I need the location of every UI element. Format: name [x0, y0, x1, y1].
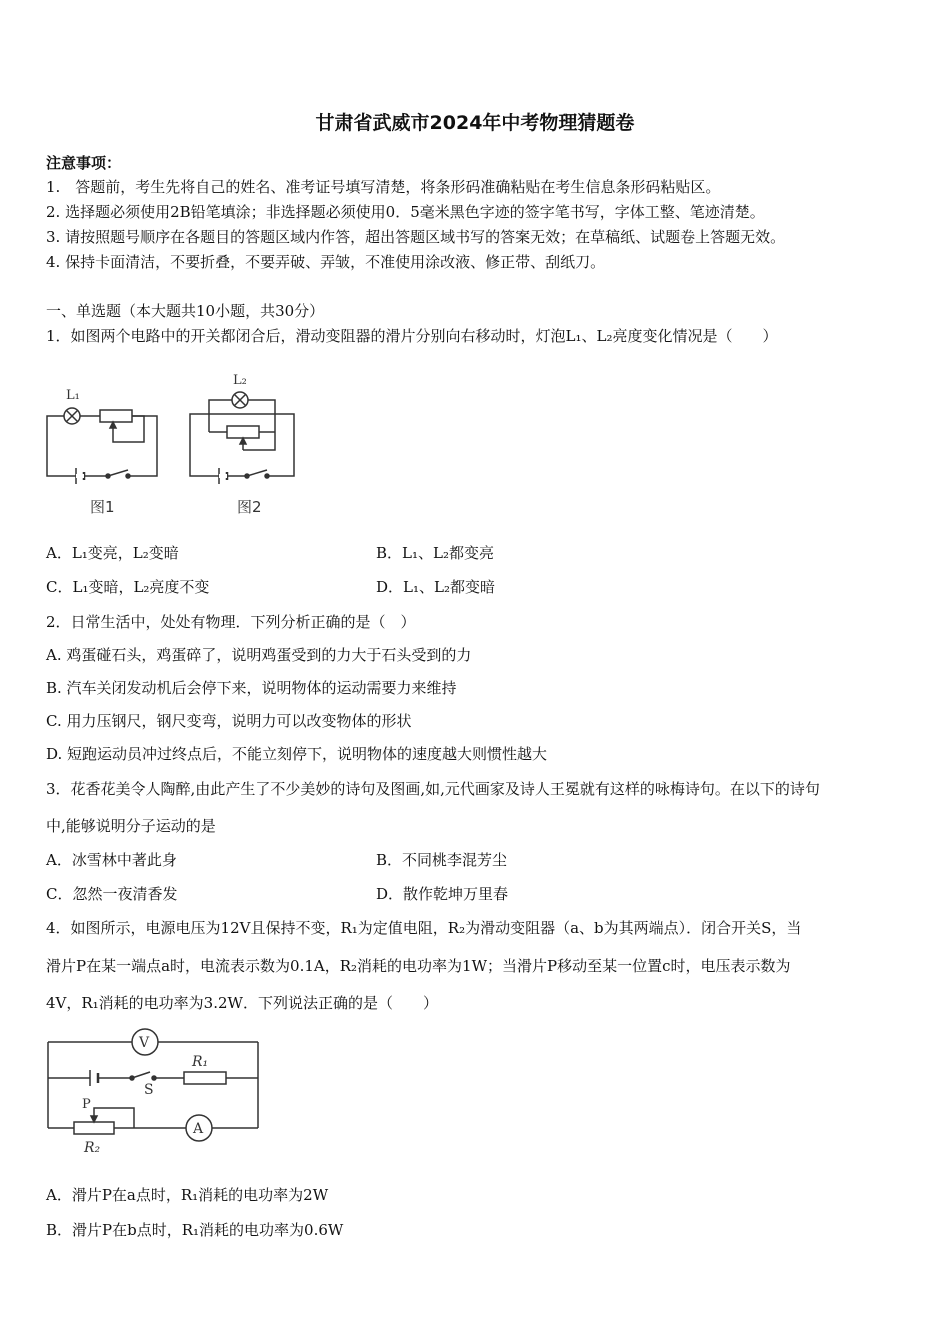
q1-option-c: C．L₁变暗，L₂亮度不变 — [46, 578, 210, 596]
q3-option-d: D．散作乾坤万里春 — [376, 885, 509, 903]
notice-heading: 注意事项： — [46, 154, 122, 172]
notice-item: 1. 答题前，考生先将自己的姓名、准考证号填写清楚，将条形码准确粘贴在考生信息条形码粘贴区。 — [46, 178, 721, 196]
q4-stem: 4V，R₁消耗的电功率为3.2W．下列说法正确的是（ ） — [46, 994, 438, 1012]
q1-figure-1 — [40, 372, 170, 522]
q3-option-b: B．不同桃李混芳尘 — [376, 851, 508, 869]
q3-stem: 3．花香花美令人陶醉,由此产生了不少美妙的诗句及图画,如,元代画家及诗人王冕就有这样的咏梅诗句。在以下的诗句 — [46, 780, 820, 798]
section-heading: 一、单选题（本大题共10小题，共30分） — [46, 302, 325, 320]
q1-fig1-caption: 图1 — [90, 498, 115, 516]
ammeter-label: A — [193, 1121, 204, 1137]
q1-fig2-lamp-label: L₂ — [233, 373, 247, 388]
q4-circuit-figure — [44, 1028, 266, 1166]
q2-stem: 2．日常生活中，处处有物理．下列分析正确的是（ ） — [46, 613, 416, 631]
q1-stem: 1．如图两个电路中的开关都闭合后，滑动变阻器的滑片分别向右移动时，灯泡L₁、L₂亮度变化情况是（ ） — [46, 327, 778, 345]
q3-option-a: A．冰雪林中著此身 — [46, 851, 177, 869]
q3-option-c: C．忽然一夜清香发 — [46, 885, 178, 903]
q4-option-b: B．滑片P在b点时，R₁消耗的电功率为0.6W — [46, 1221, 344, 1239]
q1-option-a: A．L₁变亮，L₂变暗 — [46, 544, 179, 562]
q2-option-d: D. 短跑运动员冲过终点后，不能立刻停下，说明物体的速度越大则惯性越大 — [46, 745, 548, 763]
slider-label: P — [82, 1097, 91, 1112]
notice-item: 3. 请按照题号顺序在各题目的答题区域内作答，超出答题区域书写的答案无效；在草稿纸、试题卷上答题无效。 — [46, 228, 786, 246]
switch-label: S — [144, 1082, 154, 1098]
q4-option-a: A．滑片P在a点时，R₁消耗的电功率为2W — [46, 1186, 329, 1204]
voltmeter-label: V — [139, 1035, 150, 1051]
q2-option-a: A. 鸡蛋碰石头，鸡蛋碎了，说明鸡蛋受到的力大于石头受到的力 — [46, 646, 472, 664]
q4-stem: 4．如图所示，电源电压为12V且保持不变，R₁为定值电阻，R₂为滑动变阻器（a、b为其两端点）．闭合开关S，当 — [46, 919, 802, 937]
q1-option-d: D．L₁、L₂都变暗 — [376, 578, 495, 596]
q1-fig1-lamp-label: L₁ — [66, 388, 80, 403]
r2-label: R₂ — [84, 1140, 101, 1156]
q1-figure-2 — [183, 370, 308, 522]
page-title: 甘肃省武威市2024年中考物理猜题卷 — [315, 112, 635, 134]
q2-option-c: C. 用力压钢尺，钢尺变弯，说明力可以改变物体的形状 — [46, 712, 412, 730]
r1-label: R₁ — [192, 1054, 209, 1070]
q1-fig2-caption: 图2 — [237, 498, 262, 516]
q4-stem: 滑片P在某一端点a时，电流表示数为0.1A，R₂消耗的电功率为1W；当滑片P移动至某一位置c时，电压表示数为 — [46, 957, 791, 975]
q2-option-b: B. 汽车关闭发动机后会停下来，说明物体的运动需要力来维持 — [46, 679, 457, 697]
notice-item: 4. 保持卡面清洁，不要折叠，不要弄破、弄皱，不准使用涂改液、修正带、刮纸刀。 — [46, 253, 606, 271]
notice-item: 2. 选择题必须使用2B铅笔填涂；非选择题必须使用0．5毫米黑色字迹的签字笔书写，字体工整、笔迹清楚。 — [46, 203, 765, 221]
q1-option-b: B．L₁、L₂都变亮 — [376, 544, 494, 562]
q3-stem: 中,能够说明分子运动的是 — [46, 817, 216, 835]
